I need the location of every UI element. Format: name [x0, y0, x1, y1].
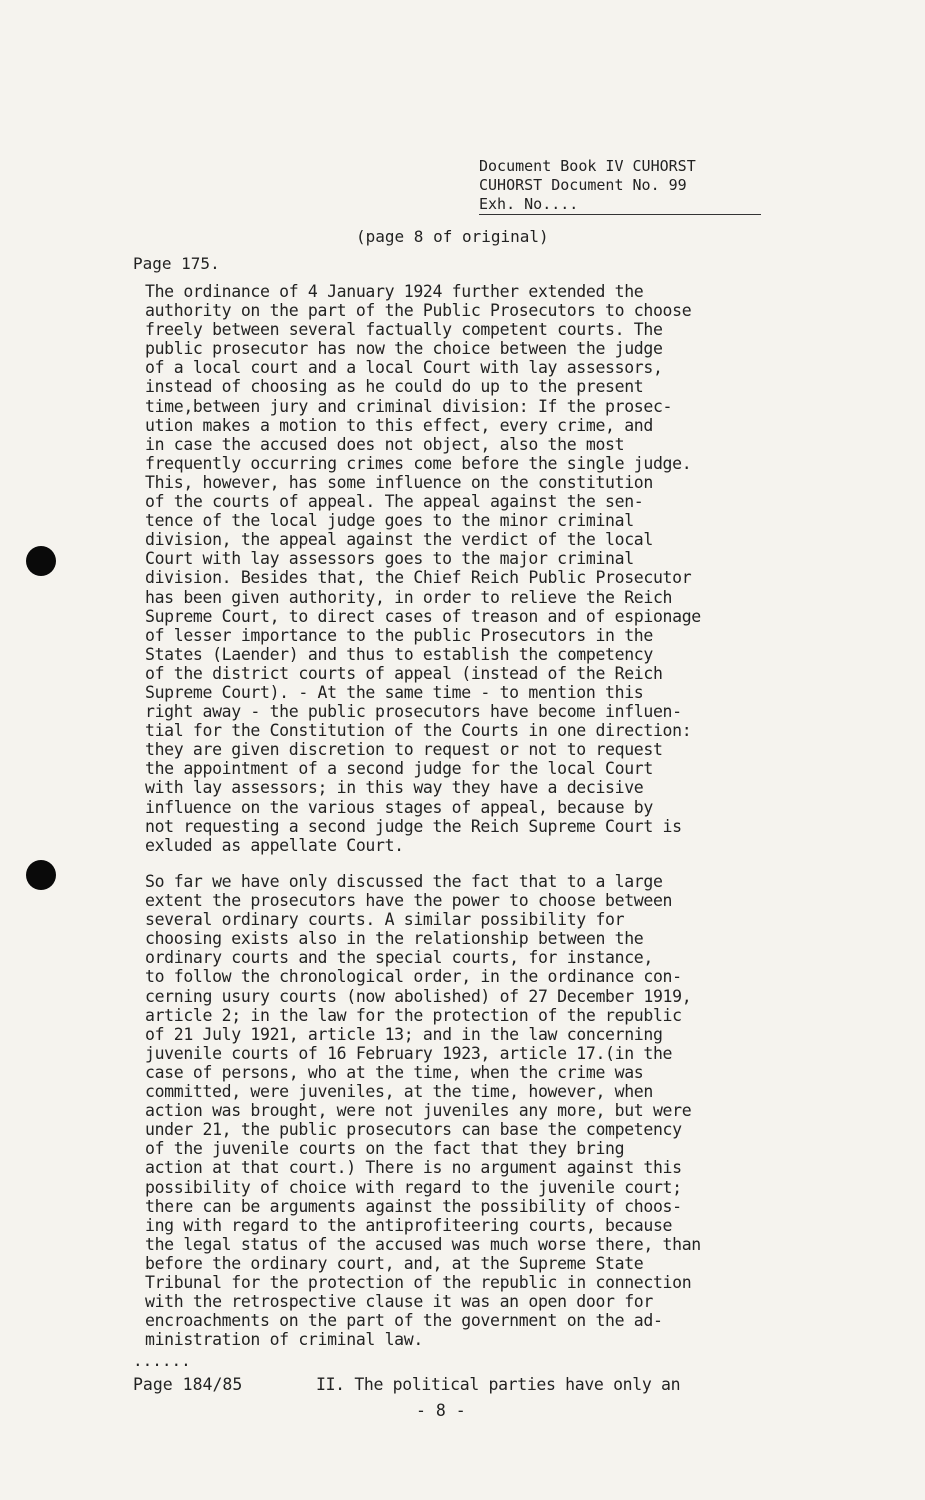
text-line: tence of the local judge goes to the minor criminal: [145, 511, 634, 531]
text-line: of a local court and a local Court with lay assessors,: [145, 358, 663, 378]
text-line: there can be arguments against the possibility of choos-: [145, 1196, 682, 1216]
text-line: division. Besides that, the Chief Reich Public Prosecutor: [145, 568, 692, 588]
header-line-exhibit: Exh. No....: [479, 195, 579, 213]
page-of-original: (page 8 of original): [356, 227, 549, 246]
text-line: under 21, the public prosecutors can base the competency: [145, 1120, 682, 1140]
text-line: action was brought, were not juveniles any more, but were: [145, 1101, 692, 1121]
header-line-document-no: CUHORST Document No. 99: [479, 176, 687, 194]
punch-hole: [26, 546, 56, 576]
text-line: the appointment of a second judge for the local Court: [145, 759, 653, 779]
page-number: - 8 -: [416, 1401, 466, 1420]
text-line: tial for the Constitution of the Courts in one direction:: [145, 721, 692, 741]
paragraph-1: [145, 282, 835, 855]
text-line: article 2; in the law for the protection of the republic: [145, 1005, 682, 1025]
text-line: exluded as appellate Court.: [145, 835, 404, 855]
text-line: of the juvenile courts on the fact that they bring: [145, 1139, 625, 1159]
text-line: encroachments on the part of the government on the ad-: [145, 1311, 663, 1331]
text-line: possibility of choice with regard to the juvenile court;: [145, 1177, 682, 1197]
text-line: cerning usury courts (now abolished) of 27 December 1919,: [145, 986, 692, 1006]
text-line: before the ordinary court, and, at the Supreme State: [145, 1253, 644, 1273]
text-line: States (Laender) and thus to establish the competency: [145, 644, 653, 664]
text-line: division, the appeal against the verdict of the local: [145, 530, 653, 550]
text-line: authority on the part of the Public Prosecutors to choose: [145, 301, 692, 321]
text-line: Court with lay assessors goes to the major criminal: [145, 549, 634, 569]
text-line: Supreme Court). - At the same time - to mention this: [145, 682, 644, 702]
text-line: right away - the public prosecutors have become influen-: [145, 702, 682, 722]
text-line: influence on the various stages of appeal, because by: [145, 797, 653, 817]
text-line: Supreme Court, to direct cases of treason and of espionage: [145, 606, 701, 626]
text-line: public prosecutor has now the choice between the judge: [145, 339, 663, 359]
text-line: ution makes a motion to this effect, every crime, and: [145, 415, 653, 435]
text-line: juvenile courts of 16 February 1923, article 17.(in the: [145, 1043, 673, 1063]
text-line: So far we have only discussed the fact that to a large: [145, 872, 663, 891]
text-line: in case the accused does not object, also the most: [145, 434, 625, 454]
text-line: with lay assessors; in this way they have a decisive: [145, 778, 644, 798]
text-line: action at that court.) There is no argument against this: [145, 1158, 682, 1178]
footer-text: II. The political parties have only an: [316, 1375, 681, 1394]
text-line: instead of choosing as he could do up to the present: [145, 377, 644, 397]
text-line: several ordinary courts. A similar possibility for: [145, 910, 625, 930]
page-reference: Page 175.: [133, 254, 220, 273]
header-underline: [479, 214, 761, 215]
text-line: Tribunal for the protection of the republic in connection: [145, 1272, 692, 1292]
text-line: of the courts of appeal. The appeal against the sen-: [145, 492, 644, 512]
text-line: they are given discretion to request or not to request: [145, 740, 663, 760]
paragraph-2: [145, 872, 835, 1349]
ellipsis-marker: ......: [133, 1351, 191, 1370]
text-line: frequently occurring crimes come before the single judge.: [145, 453, 692, 473]
header-line-book: Document Book IV CUHORST: [479, 157, 696, 175]
text-line: choosing exists also in the relationship between the: [145, 929, 644, 949]
text-line: committed, were juveniles, at the time, however, when: [145, 1082, 653, 1102]
text-line: The ordinance of 4 January 1924 further extended the: [145, 282, 644, 301]
text-line: extent the prosecutors have the power to choose between: [145, 891, 673, 911]
text-line: of lesser importance to the public Prosecutors in the: [145, 625, 653, 645]
text-line: ordinary courts and the special courts, for instance,: [145, 948, 653, 968]
text-line: with the retrospective clause it was an open door for: [145, 1292, 653, 1312]
text-line: time,between jury and criminal division: If the prosec-: [145, 396, 673, 416]
text-line: of the district courts of appeal (instead of the Reich: [145, 663, 663, 683]
text-line: This, however, has some influence on the constitution: [145, 472, 653, 492]
document-header: [479, 157, 769, 214]
text-line: ministration of criminal law.: [145, 1330, 423, 1350]
text-line: the legal status of the accused was much worse there, than: [145, 1234, 701, 1254]
text-line: case of persons, who at the time, when the crime was: [145, 1062, 644, 1082]
text-line: of 21 July 1921, article 13; and in the law concerning: [145, 1024, 663, 1044]
text-line: not requesting a second judge the Reich Supreme Court is: [145, 816, 682, 836]
punch-hole: [26, 860, 56, 890]
text-line: to follow the chronological order, in the ordinance con-: [145, 967, 682, 987]
footer-page-reference: Page 184/85: [133, 1375, 243, 1394]
text-line: ing with regard to the antiprofiteering courts, because: [145, 1215, 673, 1235]
text-line: freely between several factually competent courts. The: [145, 320, 663, 340]
text-line: has been given authority, in order to relieve the Reich: [145, 587, 673, 607]
